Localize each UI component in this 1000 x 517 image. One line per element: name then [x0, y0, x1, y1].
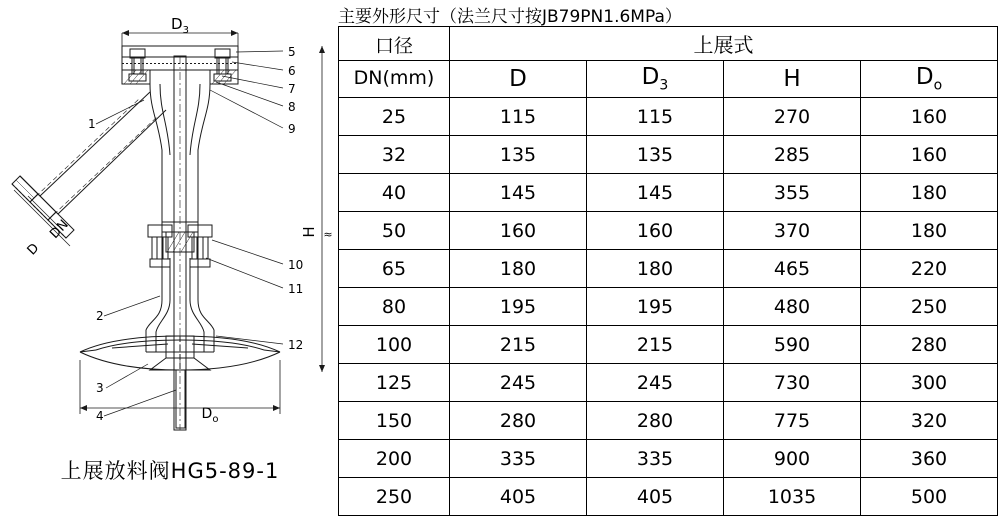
cell-D: 115	[450, 98, 587, 136]
cell-Do: 320	[861, 402, 998, 440]
cell-Do: 280	[861, 326, 998, 364]
cell-dn: 50	[339, 212, 450, 250]
cell-dn: 25	[339, 98, 450, 136]
cell-H: 900	[724, 440, 861, 478]
cell-D: 215	[450, 326, 587, 364]
cell-D3: 160	[587, 212, 724, 250]
header-col-H: H	[724, 61, 861, 98]
cell-H: 775	[724, 402, 861, 440]
cell-Do: 300	[861, 364, 998, 402]
table-header	[339, 27, 998, 98]
cell-Do: 180	[861, 174, 998, 212]
label-dn: DN	[47, 217, 72, 242]
dimension-table	[338, 26, 998, 516]
cell-Do: 160	[861, 136, 998, 174]
label-d: D	[24, 240, 43, 259]
header-col-Do: $D_o$	[861, 61, 998, 98]
table-row	[339, 402, 998, 440]
cell-H: 270	[724, 98, 861, 136]
cell-dn: 150	[339, 402, 450, 440]
callout-8: 8	[288, 100, 296, 114]
header-caliber-line2: DN(mm)	[339, 61, 450, 98]
cell-D3: 135	[587, 136, 724, 174]
cell-H: 590	[724, 326, 861, 364]
callout-12: 12	[288, 338, 304, 352]
table-body	[339, 98, 998, 516]
drawing-caption: 上展放料阀HG5-89-1	[60, 459, 280, 483]
dimension-h	[319, 46, 325, 372]
table-row	[339, 250, 998, 288]
callout-4: 4	[96, 409, 104, 423]
callout-11: 11	[288, 282, 304, 296]
cell-D: 180	[450, 250, 587, 288]
header-group-label: 上展式	[450, 27, 998, 61]
cell-dn: 200	[339, 440, 450, 478]
cell-D: 280	[450, 402, 587, 440]
cell-dn: 65	[339, 250, 450, 288]
callout-6: 6	[288, 64, 296, 78]
table-row	[339, 288, 998, 326]
cell-Do: 220	[861, 250, 998, 288]
valve-drawing-svg	[0, 0, 340, 460]
table-header-row-2	[339, 61, 998, 98]
inlet-branch	[12, 92, 166, 246]
callout-9: 9	[288, 122, 296, 136]
cell-H: 285	[724, 136, 861, 174]
cell-D3: 215	[587, 326, 724, 364]
cell-H: 480	[724, 288, 861, 326]
cell-H: 730	[724, 364, 861, 402]
label-h: H	[300, 226, 318, 238]
label-do: $D_o$	[201, 406, 219, 425]
header-col-D: D	[450, 61, 587, 98]
table-row	[339, 174, 998, 212]
header-col-D3: $D_3$	[587, 61, 724, 98]
cell-Do: 160	[861, 98, 998, 136]
table-row	[339, 364, 998, 402]
cell-Do: 180	[861, 212, 998, 250]
dimension-table-panel	[338, 0, 1000, 517]
cell-Do: 360	[861, 440, 998, 478]
cell-D3: 280	[587, 402, 724, 440]
cell-D: 335	[450, 440, 587, 478]
cell-D: 195	[450, 288, 587, 326]
cell-D3: 335	[587, 440, 724, 478]
table-row	[339, 98, 998, 136]
table-title: 主要外形尺寸（法兰尺寸按JB79PN1.6MPa）	[338, 7, 682, 27]
callout-5: 5	[288, 45, 296, 59]
handwheel	[80, 336, 280, 372]
callout-3: 3	[96, 381, 104, 395]
table-row	[339, 136, 998, 174]
cell-H: 1035	[724, 478, 861, 516]
cell-H: 465	[724, 250, 861, 288]
label-h-approx: ≈	[323, 228, 333, 241]
table-row	[339, 212, 998, 250]
cell-D3: 145	[587, 174, 724, 212]
table-row	[339, 440, 998, 478]
valve-technical-drawing	[0, 0, 340, 517]
label-d3: $D_3$	[171, 15, 189, 36]
cell-D: 145	[450, 174, 587, 212]
header-caliber-line1: 口径	[339, 27, 450, 61]
callout-2: 2	[96, 309, 104, 323]
cell-D3: 195	[587, 288, 724, 326]
cell-Do: 500	[861, 478, 998, 516]
cell-dn: 250	[339, 478, 450, 516]
cell-D: 160	[450, 212, 587, 250]
cell-D: 135	[450, 136, 587, 174]
table-header-row-1	[339, 27, 998, 61]
cell-D3: 245	[587, 364, 724, 402]
callout-7: 7	[288, 82, 296, 96]
callout-10: 10	[288, 258, 304, 272]
callout-1: 1	[88, 117, 96, 131]
cell-dn: 32	[339, 136, 450, 174]
cell-D: 405	[450, 478, 587, 516]
cell-dn: 125	[339, 364, 450, 402]
table-row	[339, 478, 998, 516]
cell-dn: 100	[339, 326, 450, 364]
cell-dn: 80	[339, 288, 450, 326]
cell-dn: 40	[339, 174, 450, 212]
table-row	[339, 326, 998, 364]
cell-D: 245	[450, 364, 587, 402]
cell-H: 355	[724, 174, 861, 212]
cell-D3: 115	[587, 98, 724, 136]
cell-Do: 250	[861, 288, 998, 326]
cell-D3: 180	[587, 250, 724, 288]
cell-D3: 405	[587, 478, 724, 516]
cell-H: 370	[724, 212, 861, 250]
stem-bottom	[176, 370, 185, 428]
